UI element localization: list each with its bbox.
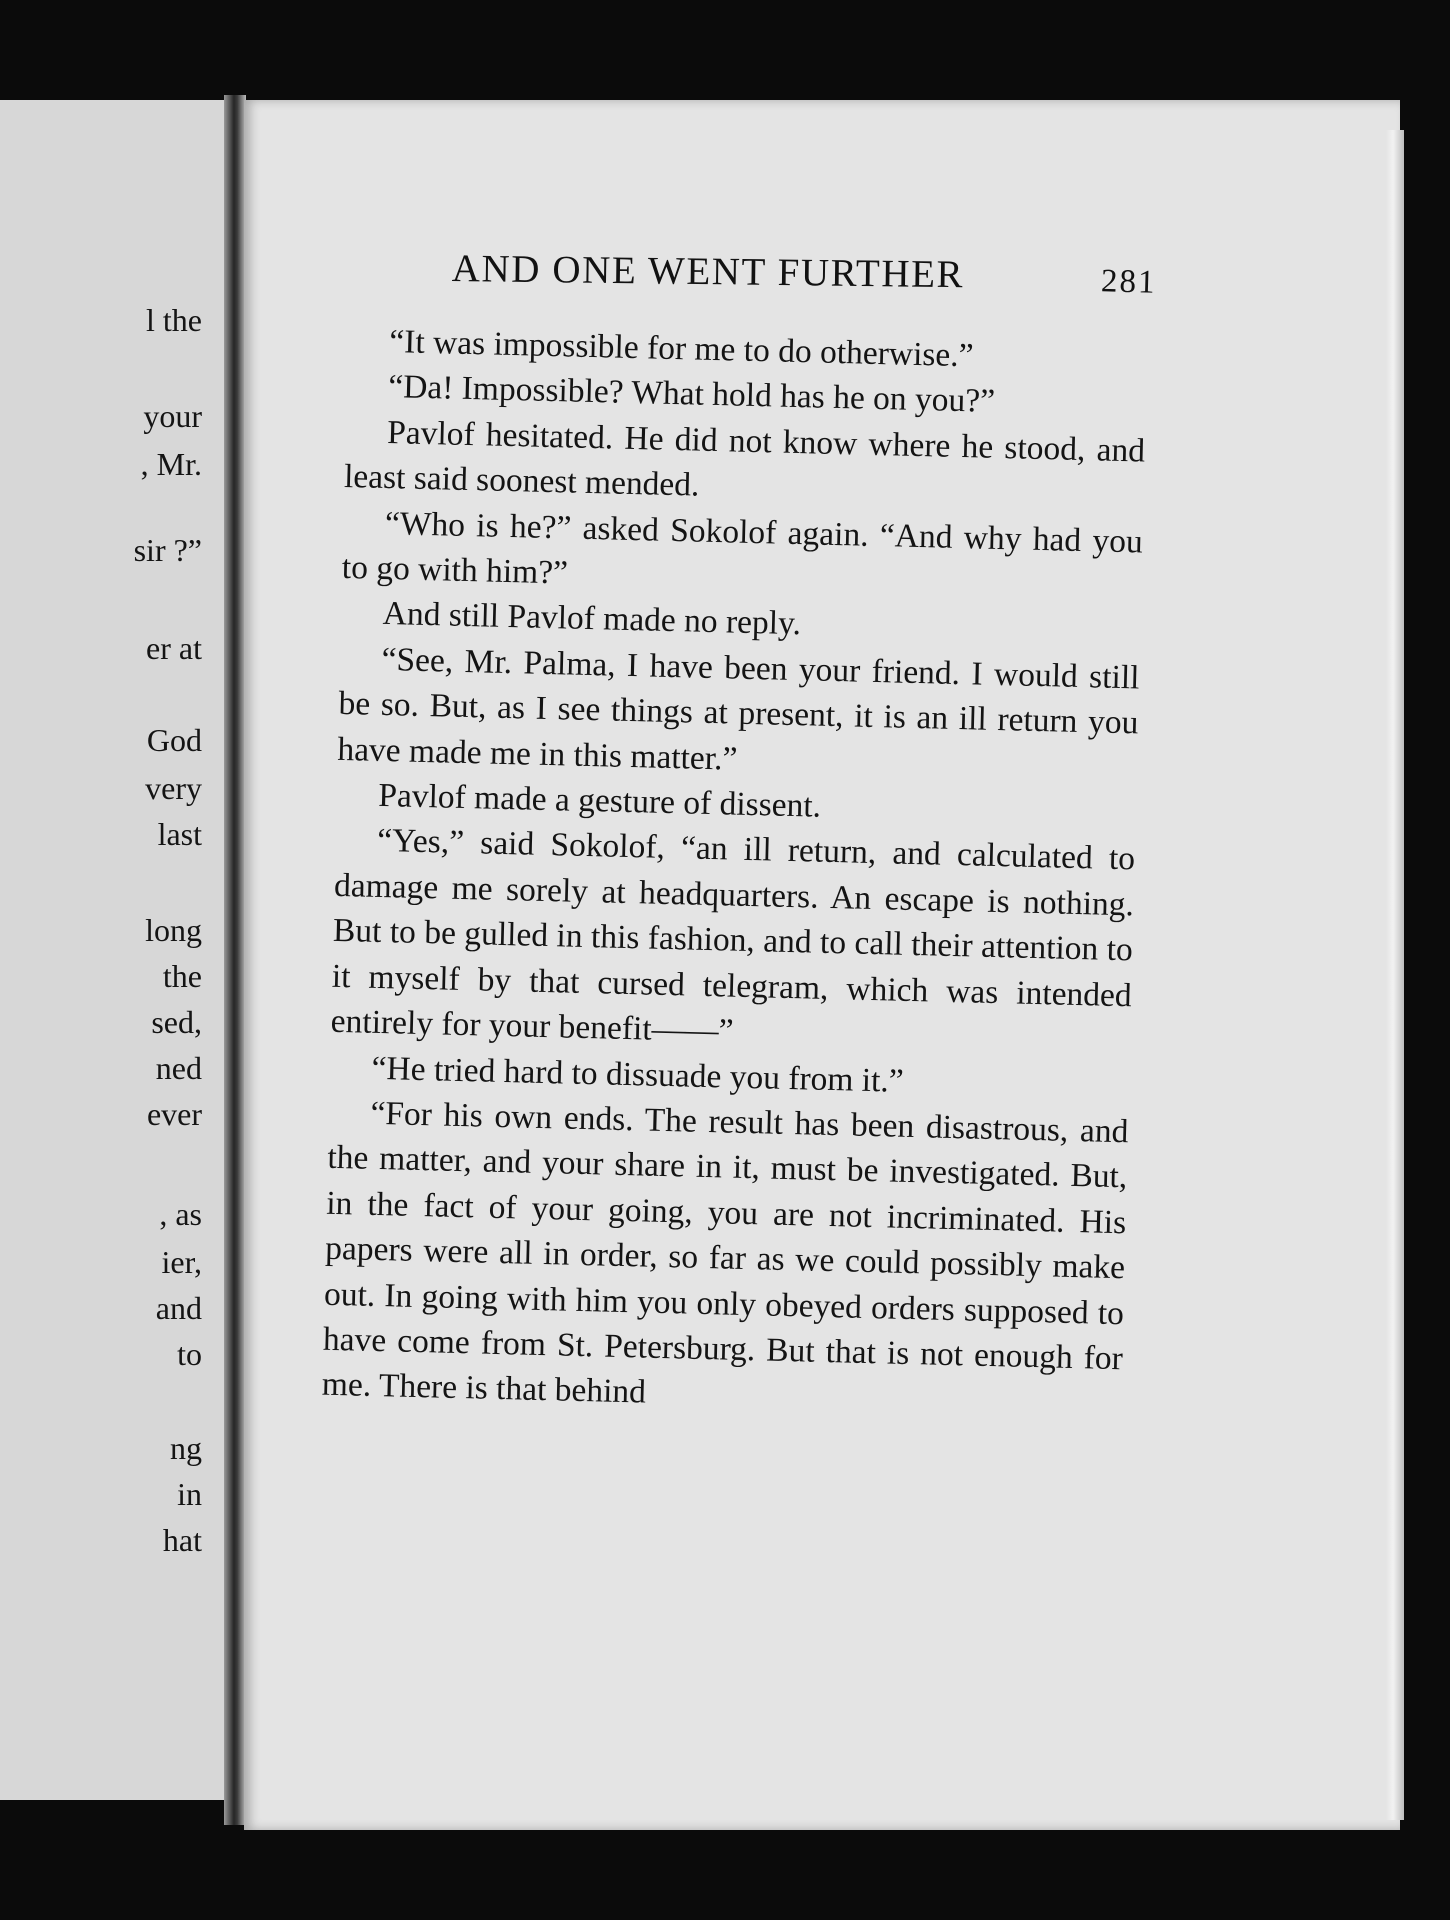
facing-page-fragment: in xyxy=(177,1476,202,1512)
book-gutter xyxy=(224,95,246,1825)
paragraph: Pavlof hesitated. He did not know where he stood, and least said soonest mended. xyxy=(343,413,1146,504)
paragraph: “It was impossible for me to do otherwise.” xyxy=(388,323,974,375)
paragraph: “He tried hard to dissuade you from it.” xyxy=(371,1049,905,1100)
page-number: 281 xyxy=(1100,263,1157,301)
paragraph: And still Pavlof made no reply. xyxy=(382,595,802,643)
page-edge xyxy=(1386,130,1404,1820)
facing-page-fragment: ng xyxy=(170,1430,202,1466)
body-text xyxy=(321,318,1147,1427)
paragraph: “See, Mr. Palma, I have been your friend. I would still be so. But, as I see things at present, it is an ill return you have made me in this matter.” xyxy=(337,640,1140,778)
facing-page-fragment: ned xyxy=(155,1050,202,1086)
facing-page-fragment: , Mr. xyxy=(140,446,202,482)
facing-page-fragment: sir ?” xyxy=(133,532,202,568)
facing-page-fragment: your xyxy=(143,398,202,434)
facing-page-fragment: the xyxy=(162,958,202,994)
facing-page xyxy=(0,100,236,1800)
paragraph: “For his own ends. The result has been disastrous, and the matter, and your share in it, must be investigated. But, in the fact of your going, you are not incriminated. His papers were all in order, so far as we could possibly make out. In going with him you only obeyed orders supposed to have come from St. Petersburg. But that is not enough for me. There is that behind xyxy=(321,1094,1129,1411)
paragraph: Pavlof made a gesture of dissent. xyxy=(377,776,822,825)
facing-page-fragment: very xyxy=(145,770,202,806)
facing-page-fragment: and xyxy=(155,1290,202,1326)
facing-page-fragment: long xyxy=(145,912,202,948)
facing-page-fragment: ever xyxy=(146,1096,202,1132)
facing-page-fragment: sed, xyxy=(151,1004,202,1040)
facing-page-fragment: ier, xyxy=(161,1244,202,1280)
facing-page-fragment: , as xyxy=(159,1196,202,1232)
facing-page-fragment: to xyxy=(177,1336,202,1372)
paragraph: “Who is he?” asked Sokolof again. “And why had you to go with him?” xyxy=(341,504,1144,592)
running-head xyxy=(451,246,1151,300)
running-title: AND ONE WENT FURTHER xyxy=(451,246,965,297)
facing-page-fragment: er at xyxy=(146,630,202,666)
paragraph: “Yes,” said Sokolof, “an ill return, and calculated to damage me sorely at headquarters. An escape is nothing. But to be gulled in this fashion, and to call their attention to it myself by that cursed telegram, which was intended entirely for your benefit——” xyxy=(330,822,1136,1050)
facing-page-fragment: last xyxy=(157,816,202,852)
facing-page-fragment: God xyxy=(146,722,202,758)
facing-page-fragment: l the xyxy=(146,302,202,338)
paragraph: “Da! Impossible? What hold has he on you?” xyxy=(387,368,996,421)
facing-page-fragment: hat xyxy=(162,1522,202,1558)
